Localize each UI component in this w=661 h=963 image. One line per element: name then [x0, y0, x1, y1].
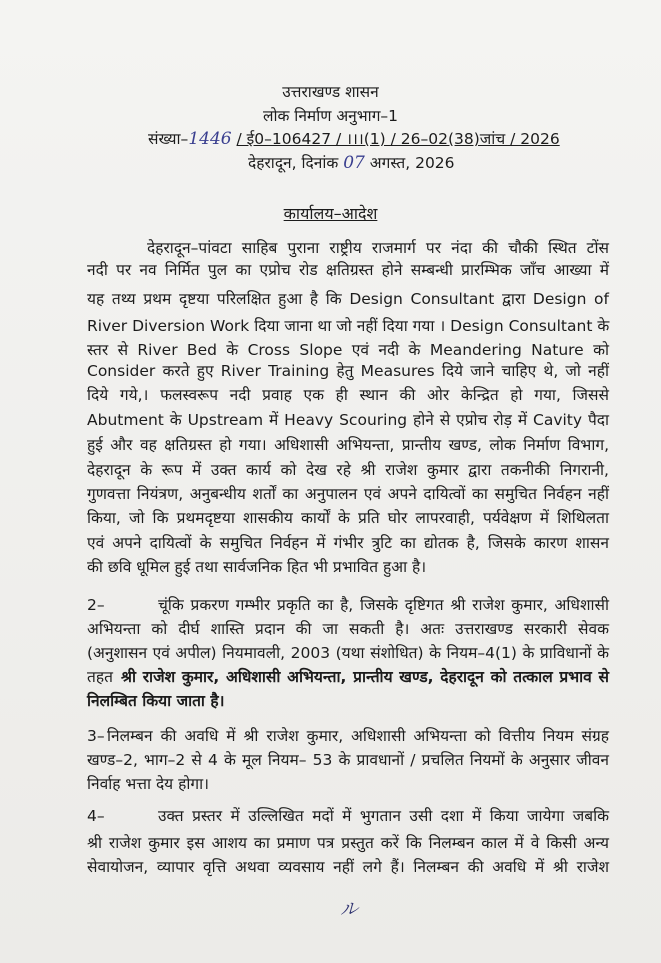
- para3-line: खण्ड–2, भाग–2 से 4 के मूल नियम– 53 के प्रावधानों / प्रचलित नियमों के अनुसार जीवन: [87, 751, 609, 769]
- place-date-prefix: देहरादून, दिनांक: [248, 154, 339, 172]
- number-prefix: संख्या–: [148, 130, 189, 148]
- handwritten-initials: ル: [340, 899, 358, 920]
- para4-line: सेवायोजन, व्यापार वृत्ति अथवा व्यवसाय नहीं लगे हैं। निलम्बन की अवधि में श्री राजेश: [87, 858, 609, 876]
- para1-line: देहरादून–पांवटा साहिब पुराना राष्ट्रीय राजमार्ग पर नंदा की चौकी स्थित टोंस: [147, 239, 609, 257]
- para2-line: अभियन्ता को दीर्घ शास्ति प्रदान की जा सकती है। अतः उत्तराखण्ड सरकारी सेवक: [87, 620, 609, 638]
- para1-line: River Diversion Work दिया जाना था जो नहीं दिया गया । Design Consultant के: [87, 317, 610, 335]
- para1-line: Abutment के Upstream में Heavy Scouring होने से एप्रोच रोड़ में Cavity पैदा: [87, 411, 609, 429]
- date-suffix: अगस्त, 2026: [369, 154, 455, 172]
- para1-line: नदी पर नव निर्मित पुल का एप्रोच रोड क्षतिग्रस्त होने सम्बन्धी प्रारम्भिक जाँच आख्या में: [87, 261, 609, 279]
- handwritten-number: 1446: [188, 129, 232, 149]
- para2-line: (अनुशासन एवं अपील) नियमावली, 2003 (यथा संशोधित) के नियम–4(1) के प्राविधानों के: [87, 644, 609, 662]
- para3-number: 3–: [87, 727, 105, 745]
- para4-line: श्री राजेश कुमार इस आशय का प्रमाण पत्र प्रस्तुत करें कि निलम्बन काल में वे किसी अन्य: [87, 834, 609, 852]
- para3-line: निलम्बन की अवधि में श्री राजेश कुमार, अधिशासी अभियन्ता को वित्तीय नियम संग्रह: [107, 727, 609, 745]
- para1-line: स्तर से River Bed के Cross Slope एवं नदी के Meandering Nature को: [87, 341, 609, 359]
- para3-line: निर्वाह भत्ता देय होगा।: [87, 775, 209, 793]
- para2-bold-prefix: तहत: [87, 668, 113, 686]
- para1-line: यह तथ्य प्रथम दृष्टया परिलक्षित हुआ है कि Design Consultant द्वारा Design of: [87, 290, 609, 308]
- para1-line: हुई और वह क्षतिग्रस्त हो गया। अधिशासी अभियन्ता, प्रान्तीय खण्ड, लोक निर्माण विभाग,: [87, 436, 609, 454]
- handwritten-date: 07: [343, 153, 365, 173]
- para2-number: 2–: [87, 596, 105, 614]
- order-title: कार्यालय–आदेश: [283, 204, 378, 223]
- para4-line: उक्त प्रस्तर में उल्लिखित मदों में भुगतान उसी दशा में किया जायेगा जबकि: [158, 807, 609, 825]
- department-heading: लोक निर्माण अनुभाग–1: [262, 107, 399, 125]
- para1-line: एवं अपने दायित्वों के समुचित निर्वहन में गंभीर त्रुटि का द्योतक है, जिसके कारण शासन: [87, 534, 609, 552]
- para1-line: दिये गये,। फलस्वरूप नदी प्रवाह एक ही स्थान की ओर केन्द्रित हो गया, जिससे: [87, 386, 609, 404]
- para1-line: गुणवत्ता नियंत्रण, अनुबन्धीय शर्तों का अनुपालन एवं अपने दायित्वों का समुचित निर्वहन नहीं: [87, 485, 609, 503]
- reference-number: [148, 129, 560, 149]
- para1-line: की छवि धूमिल हुई तथा सार्वजनिक हित भी प्रभावित हुआ है।: [87, 558, 427, 576]
- para2-bold-last: निलम्बित किया जाता है।: [87, 692, 225, 710]
- para2-bold-line: श्री राजेश कुमार, अधिशासी अभियन्ता, प्रान्तीय खण्ड, देहरादून को तत्काल प्रभाव से: [121, 668, 609, 686]
- para1-line: Consider करते हुए River Training हेतु Measures दिये जाने चाहिए थे, जो नहीं: [87, 362, 609, 380]
- government-heading: उत्तराखण्ड शासन: [282, 83, 379, 101]
- para2-line: चूंकि प्रकरण गम्भीर प्रकृति का है, जिसके दृष्टिगत श्री राजेश कुमार, अधिशासी: [158, 596, 609, 614]
- para1-line: देहरादून के रूप में उक्त कार्य को देख रहे श्री राजेश कुमार द्वारा तकनीकी निगरानी,: [87, 461, 609, 479]
- place-date: [248, 153, 455, 173]
- para4-number: 4–: [87, 807, 105, 825]
- number-suffix: / ई0–106427 / ।।।(1) / 26–02(38)जांच / 2026: [236, 130, 560, 148]
- para1-line: किया, जो कि प्रथमदृष्टया शासकीय कार्यों के प्रति घोर लापरवाही, पर्यवेक्षण में शिथिलता: [87, 509, 609, 527]
